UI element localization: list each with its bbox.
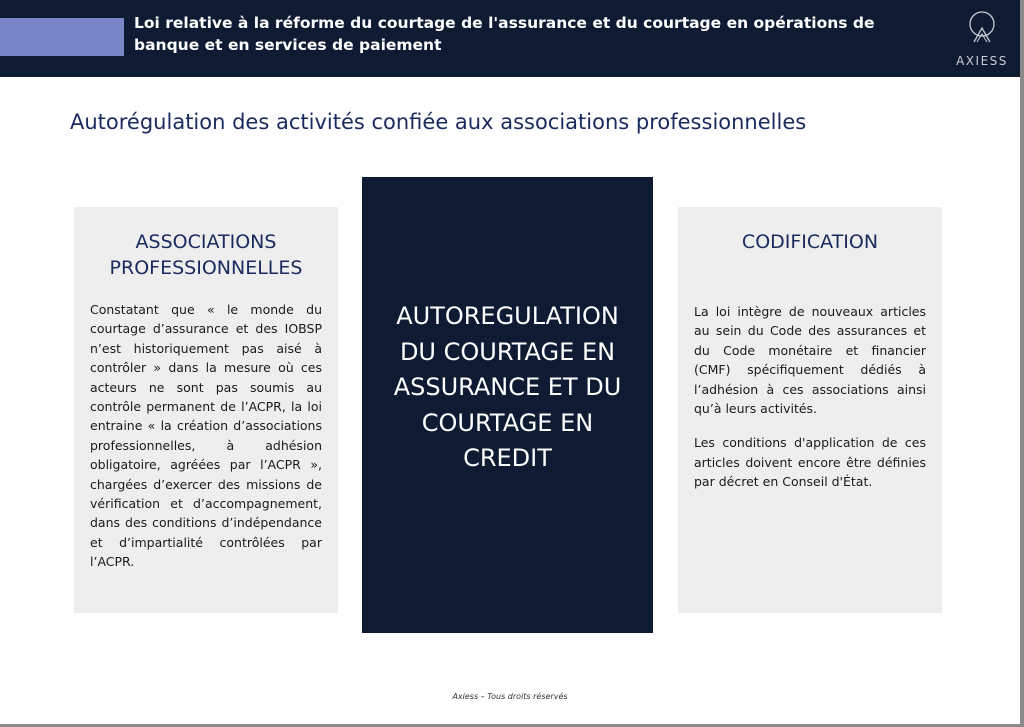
header-accent-bar — [0, 18, 124, 56]
associations-body: Constatant que « le monde du courtage d’assurance et des IOBSP n’est historiquement pas aisé à contrôler » dans la mesure où ces acteurs ne sont pas soumis au contrôle permanent de l’ACPR, la loi entraine « la création d’associations professionnelles, à adhésion obligatoire, agréées par l’ACPR », chargées d’exercer des missions de vérification et d’accompagnement, dans des conditions d’indépendance et d’impartialité contrôlées par l’ACPR. — [90, 302, 322, 570]
frame-border-right — [1020, 0, 1024, 727]
header-title: Loi relative à la réforme du courtage de l'assurance et du courtage en opérations de banque et en services de paiement — [134, 14, 875, 54]
codification-paragraph-2: Les conditions d'application de ces articles doivent encore être définies par décret en Conseil d'État. — [694, 435, 926, 490]
autoregulation-text: AUTOREGULATION DU COURTAGE EN ASSURANCE ET DU COURTAGE EN CREDIT — [393, 302, 622, 472]
codification-body — [694, 302, 926, 507]
footer-copyright: Axiess – Tous droits réservés — [452, 692, 568, 701]
associations-heading: ASSOCIATIONS PROFESSIONNELLES — [109, 231, 303, 279]
axiess-logo — [946, 8, 1018, 72]
codification-heading: CODIFICATION — [741, 231, 879, 253]
page-subtitle: Autorégulation des activités confiée aux associations professionnelles — [70, 110, 807, 134]
header-bar — [0, 0, 1020, 77]
autoregulation-block — [362, 177, 653, 633]
logo-text: AXIESS — [956, 54, 1008, 68]
codification-panel — [678, 207, 942, 613]
codification-paragraph-1: La loi intègre de nouveaux articles au sein du Code des assurances et du Code monétaire et financier (CMF) spécifiquement dédiés à l’adhésion à ces associations ainsi qu’à leurs activités. — [694, 304, 926, 417]
axiess-logo-icon — [966, 8, 998, 48]
associations-panel — [74, 207, 338, 613]
